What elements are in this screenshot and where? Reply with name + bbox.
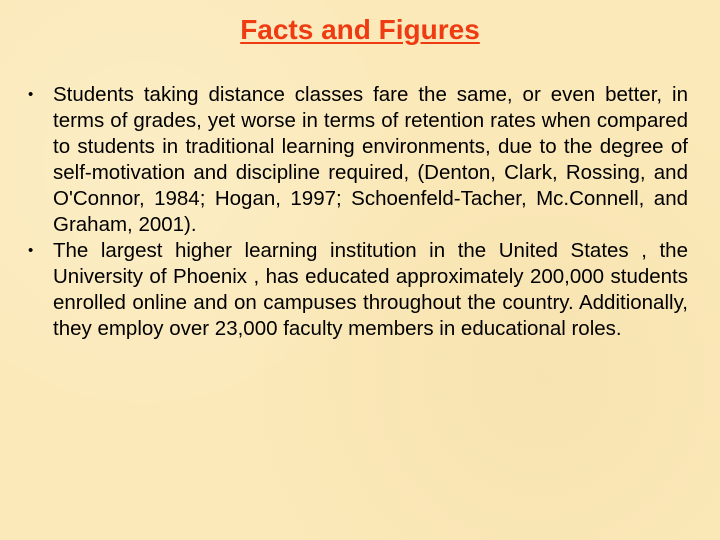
bullet-list bbox=[20, 82, 688, 342]
bullet-text: The largest higher learning institution in the United States , the University of Phoenix , has educated approximately 200,000 students enrolled online and on campuses throughout the country. Additionally, they employ over 23,000 faculty members in educational roles. bbox=[53, 239, 688, 340]
slide-title: Facts and Figures bbox=[240, 14, 480, 45]
bullet-item bbox=[20, 238, 688, 342]
bullet-text: Students taking distance classes fare the same, or even better, in terms of grades, yet worse in terms of retention rates when compared to students in traditional learning environments, due to the degree of self-motivation and discipline required, (Denton, Clark, Rossing, and O'Connor, 1984; Hogan, 1997; Schoenfeld-Tacher, Mc.Connell, and Graham, 2001). bbox=[53, 83, 688, 236]
bullet-item bbox=[20, 82, 688, 238]
bullet-icon: • bbox=[28, 242, 34, 259]
bullet-icon: • bbox=[28, 86, 34, 103]
